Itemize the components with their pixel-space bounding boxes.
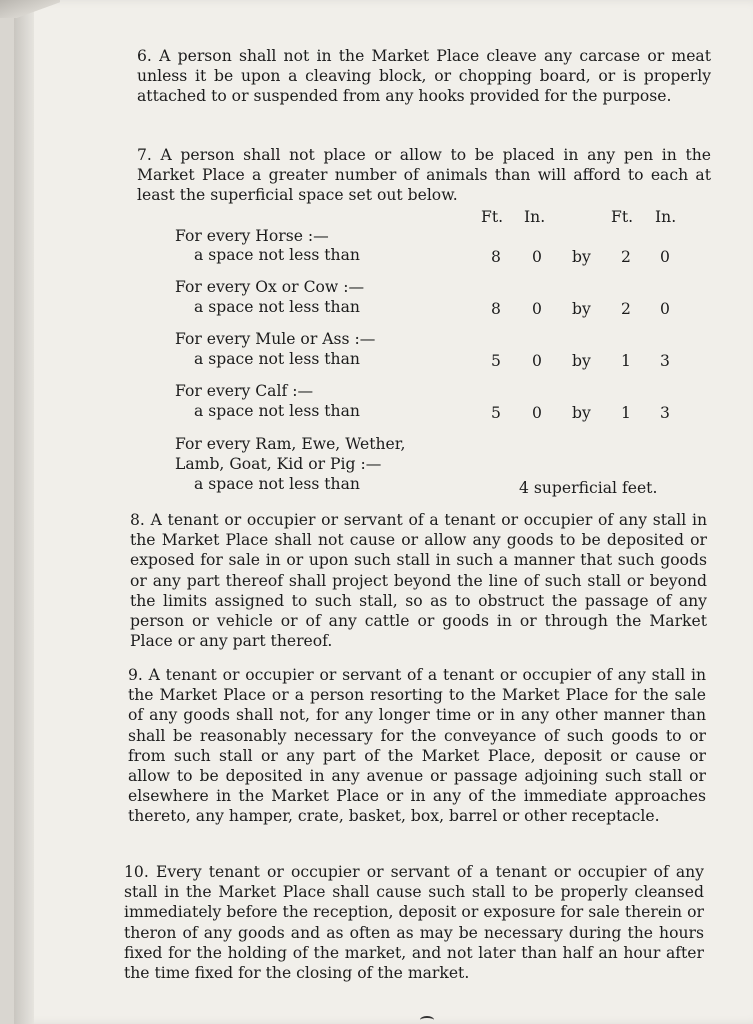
value-ft-1: 5 bbox=[491, 352, 501, 370]
value-ft-2: 2 bbox=[621, 300, 631, 318]
paragraph-number: 6. bbox=[137, 47, 152, 65]
space-requirement: a space not less than bbox=[194, 246, 360, 264]
by-label: by bbox=[572, 404, 591, 422]
space-requirement: a space not less than bbox=[194, 475, 360, 493]
header-in-1: In. bbox=[524, 208, 546, 226]
page-number-fragment bbox=[420, 1016, 434, 1024]
by-label: by bbox=[572, 352, 591, 370]
paragraph-10 bbox=[124, 862, 704, 983]
header-ft-2: Ft. bbox=[611, 208, 634, 226]
space-requirement: a space not less than bbox=[194, 402, 360, 420]
animal-label-small-livestock-line2: Lamb, Goat, Kid or Pig :— bbox=[175, 455, 382, 473]
value-ft-2: 2 bbox=[621, 248, 631, 266]
value-in-2: 3 bbox=[660, 352, 670, 370]
paragraph-text: A tenant or occupier or servant of a tenant or occupier of any stall in the Market Place shall not cause or allow any goods to be deposited or exposed for sale in or upon such stall in such a manner that such goods or any part thereof shall project beyond the line of such stall or beyond the limits assigned to such stall, so as to obstruct the passage of any person or vehicle or of any cattle or goods in or through the Market Place or any part thereof. bbox=[130, 511, 707, 651]
by-label: by bbox=[572, 248, 591, 266]
paragraph-text: A tenant or occupier or servant of a tenant or occupier of any stall in the Market Place or a person resorting to the Market Place for the sale of any goods shall not, for any longer time or in any other manner than shall be reasonably necessary for the conveyance of such goods to or from such stall or any part of the Market Place, deposit or cause or allow to be deposited in any avenue or passage adjoining such stall or elsewhere in the Market Place or in any of the immediate approaches thereto, any hamper, crate, basket, box, barrel or other receptacle. bbox=[128, 666, 706, 826]
space-requirement: a space not less than bbox=[194, 350, 360, 368]
by-label: by bbox=[572, 300, 591, 318]
animal-label-ox-cow: For every Ox or Cow :— bbox=[175, 278, 365, 296]
value-ft-1: 8 bbox=[491, 248, 501, 266]
value-ft-1: 5 bbox=[491, 404, 501, 422]
value-in-1: 0 bbox=[532, 352, 542, 370]
animal-label-calf: For every Calf :— bbox=[175, 382, 314, 400]
paragraph-8 bbox=[130, 510, 707, 651]
header-ft-1: Ft. bbox=[481, 208, 504, 226]
value-in-1: 0 bbox=[532, 248, 542, 266]
paragraph-number: 10. bbox=[124, 863, 149, 881]
paragraph-text: A person shall not place or allow to be placed in any pen in the Market Place a greater number of animals than will afford to each at least the superficial space set out below. bbox=[137, 146, 711, 205]
value-in-2: 3 bbox=[660, 404, 670, 422]
paragraph-text: Every tenant or occupier or servant of a tenant or occupier of any stall in the Market Place shall cause such stall to be properly cleansed immediately before the reception, deposit or exposure for sale therein or theron of any goods and as often as may be necessary during the hours fixed for the holding of the market, and not later than half an hour after the time fixed for the closing of the market. bbox=[124, 863, 704, 983]
paragraph-number: 9. bbox=[128, 666, 143, 684]
animal-label-mule-ass: For every Mule or Ass :— bbox=[175, 330, 376, 348]
value-ft-1: 8 bbox=[491, 300, 501, 318]
value-in-1: 0 bbox=[532, 404, 542, 422]
value-in-2: 0 bbox=[660, 248, 670, 266]
paragraph-number: 8. bbox=[130, 511, 145, 529]
paragraph-text: A person shall not in the Market Place cleave any carcase or meat unless it be upon a cleaving block, or chopping board, or is properly attached to or suspended from any hooks provided for the purpose. bbox=[137, 47, 711, 106]
animal-label-small-livestock-line1: For every Ram, Ewe, Wether, bbox=[175, 435, 406, 453]
header-in-2: In. bbox=[655, 208, 677, 226]
value-in-2: 0 bbox=[660, 300, 670, 318]
value-ft-2: 1 bbox=[621, 352, 631, 370]
animal-label-horse: For every Horse :— bbox=[175, 227, 329, 245]
paragraph-number: 7. bbox=[137, 146, 152, 164]
value-ft-2: 1 bbox=[621, 404, 631, 422]
space-requirement: a space not less than bbox=[194, 298, 360, 316]
paragraph-9 bbox=[128, 665, 706, 827]
area-value: 4 superficial feet. bbox=[519, 479, 658, 497]
value-in-1: 0 bbox=[532, 300, 542, 318]
